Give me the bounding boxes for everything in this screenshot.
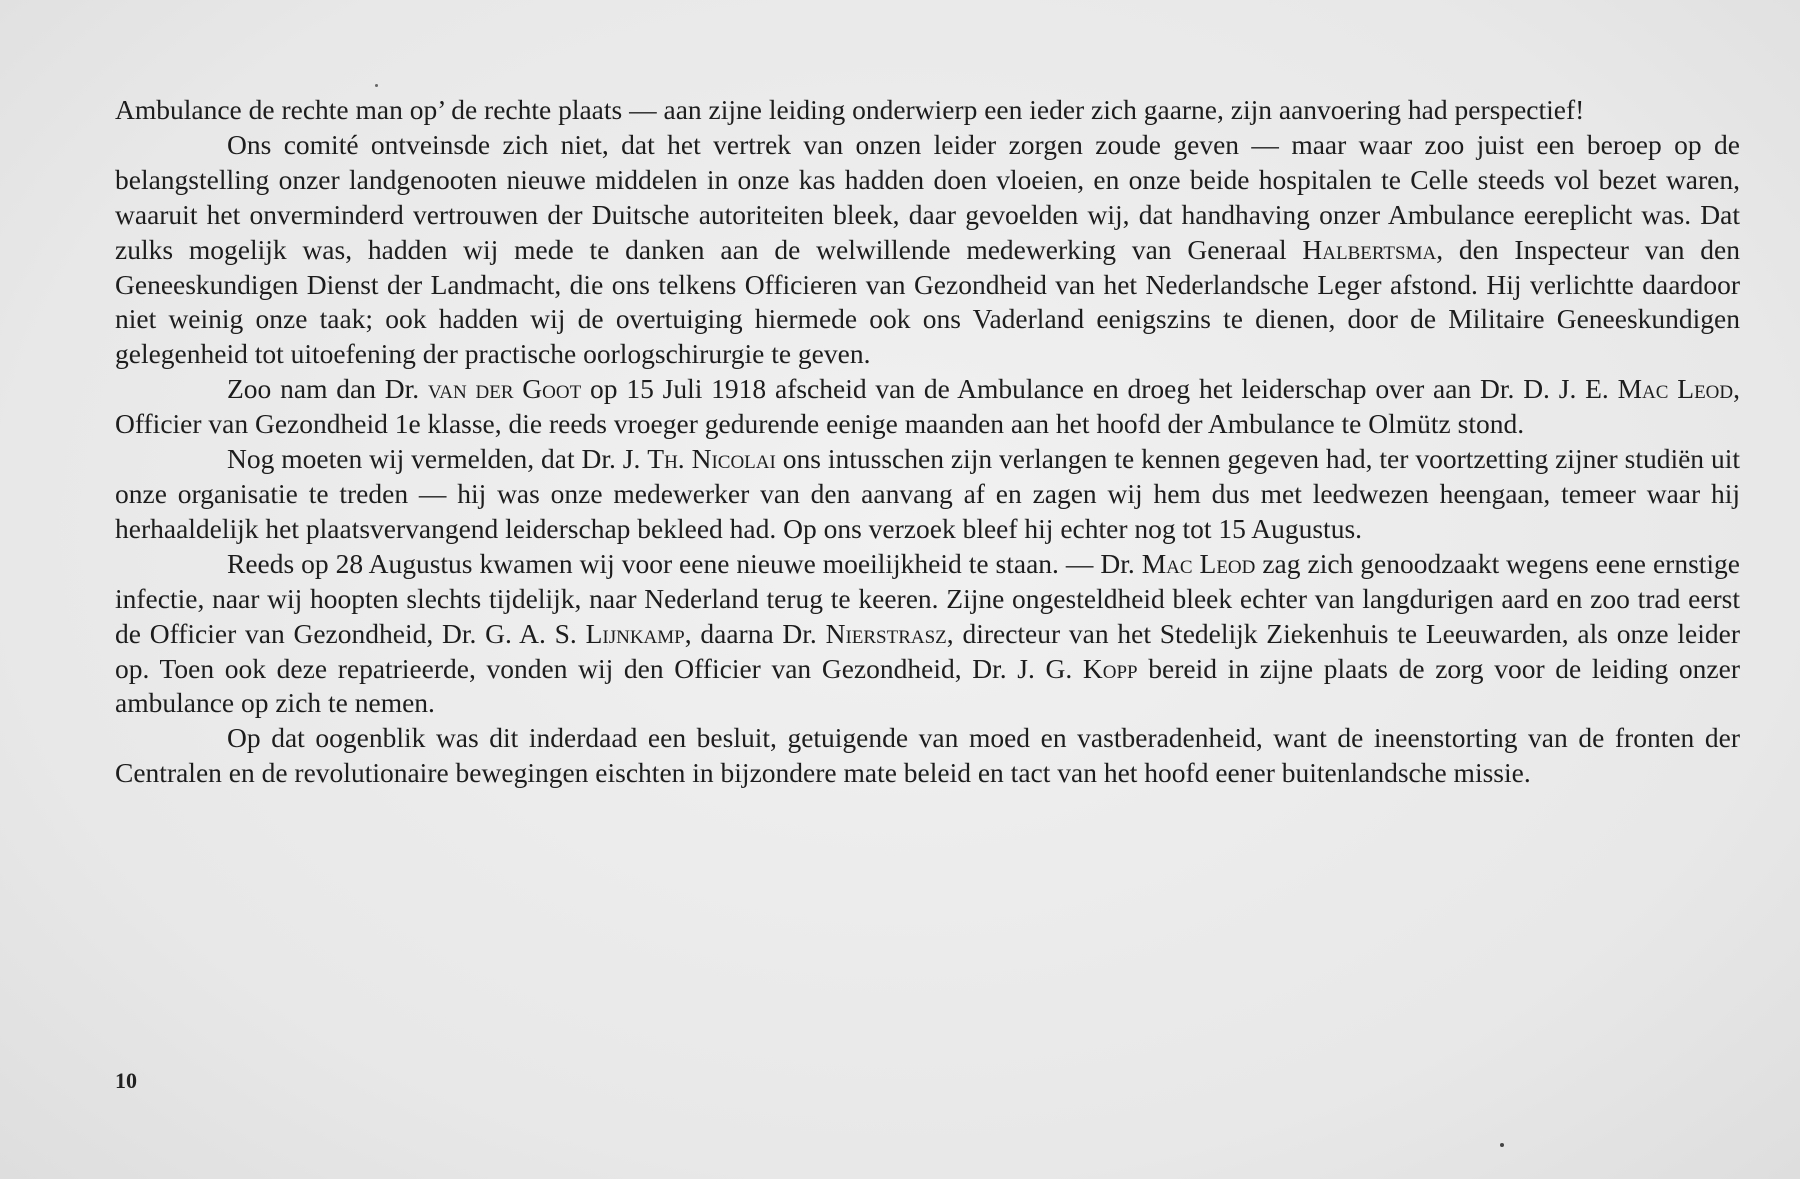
paragraph	[115, 128, 1740, 372]
text-run: , Officier van Gezondheid 1e klasse, die reeds vroeger gedurende eenige maanden aan het hoofd der Ambulance te Olmütz stond.	[115, 373, 1740, 440]
text-run: Ambulance de rechte man op’ de rechte plaats — aan zijne leiding onderwierp een ieder zich gaarne, zijn aanvoering had perspectief!	[115, 94, 1585, 125]
text-run: Op dat oogenblik was dit inderdaad een besluit, getuigende van moed en vastberadenheid, want de ineenstorting van de fronten der Centralen en de revolutionaire bewegingen eischten in bijzondere mate beleid en tact van het hoofd eener buitenlandsche missie.	[115, 722, 1740, 789]
text-run: , directeur van het Stedelijk Ziekenhuis te Leeuwarden, als onze leider op. Toen ook deze repatrieerde, vonden wij den Officier van Gezondheid, Dr. J. G.	[115, 617, 1740, 684]
paragraph	[115, 547, 1740, 722]
small-caps-name: van der Goot	[427, 373, 582, 405]
text-run: zag zich genoodzaakt wegens eene ernstige infectie, naar wij hoopten slechts tijdelijk, naar Nederland terug te keeren. Zijne ongesteldheid bleek echter van langdurigen aard en zoo trad eerst de Officier van Gezondheid, Dr. G. A. S.	[115, 547, 1741, 649]
text-run: Ons comité ontveinsde zich niet, dat het vertrek van onzen leider zorgen zoude geven — maar waar zoo juist een beroep op de belangstelling onzer landgenooten nieuwe middelen in onze kas hadden doen vloeien, en onze beide hospitalen te Celle steeds vol bezet waren, waaruit het onverminderd vertrouwen der Duitsche autoriteiten bleek, daar gevoelden wij, dat handhaving onzer Ambulance eereplicht was. Dat zulks mogelijk was, hadden wij mede te danken aan de welwillende medewerking van Generaal	[115, 128, 1740, 265]
small-caps-name: Lijnkamp	[585, 617, 685, 649]
text-run: bereid in zijne plaats de zorg voor de leiding onzer ambulance op zich te nemen.	[115, 652, 1740, 719]
paper-speck	[1500, 1143, 1504, 1147]
small-caps-name: Mac Leod	[1141, 547, 1256, 579]
text-run: , daarna Dr.	[684, 617, 826, 649]
small-caps-name: Nierstrasz	[825, 617, 947, 649]
text-run: ons intusschen zijn verlangen te kennen gegeven had, ter voortzetting zijner studiën uit onze organisatie te treden — hij was onze medewerker van den aanvang af en zagen wij hem dus met leedwezen heengaan, temeer waar hij herhaaldelijk het plaatsvervangend leiderschap bekleed had. Op ons verzoek bleef hij echter nog tot 15 Augustus.	[115, 443, 1740, 544]
body-text	[115, 93, 1740, 791]
small-caps-name: Halbertsma	[1302, 233, 1437, 265]
text-run: Nog moeten wij vermelden, dat Dr. J.	[227, 443, 648, 475]
paper-speck	[375, 84, 378, 87]
small-caps-name: Mac Leod	[1617, 373, 1734, 405]
paragraph	[115, 721, 1740, 791]
paragraph	[115, 442, 1740, 547]
text-run: op 15 Juli 1918 afscheid van de Ambulance en droeg het leiderschap over aan Dr. D. J. E.	[581, 373, 1618, 405]
paragraph	[115, 372, 1740, 442]
small-caps-name: Kopp	[1082, 652, 1138, 684]
text-run: Zoo nam dan Dr.	[227, 373, 428, 405]
text-run: , den Inspecteur van den Geneeskundigen Dienst der Landmacht, die ons telkens Officieren van Gezondheid van het Nederlandsche Leger afstond. Hij verlichtte daardoor niet weinig onze taak; ook hadden wij de overtuiging hiermede ook ons Vaderland eenigszins te dienen, door de Militaire Geneeskundigen gelegenheid tot uitoefening der practische oorlogschirurgie te geven.	[115, 233, 1740, 370]
small-caps-name: Th. Nicolai	[647, 443, 776, 475]
page-number: 10	[115, 1068, 137, 1093]
paragraph	[115, 93, 1740, 128]
text-run: Reeds op 28 Augustus kwamen wij voor eene nieuwe moeilijkheid te staan. — Dr.	[227, 547, 1142, 579]
